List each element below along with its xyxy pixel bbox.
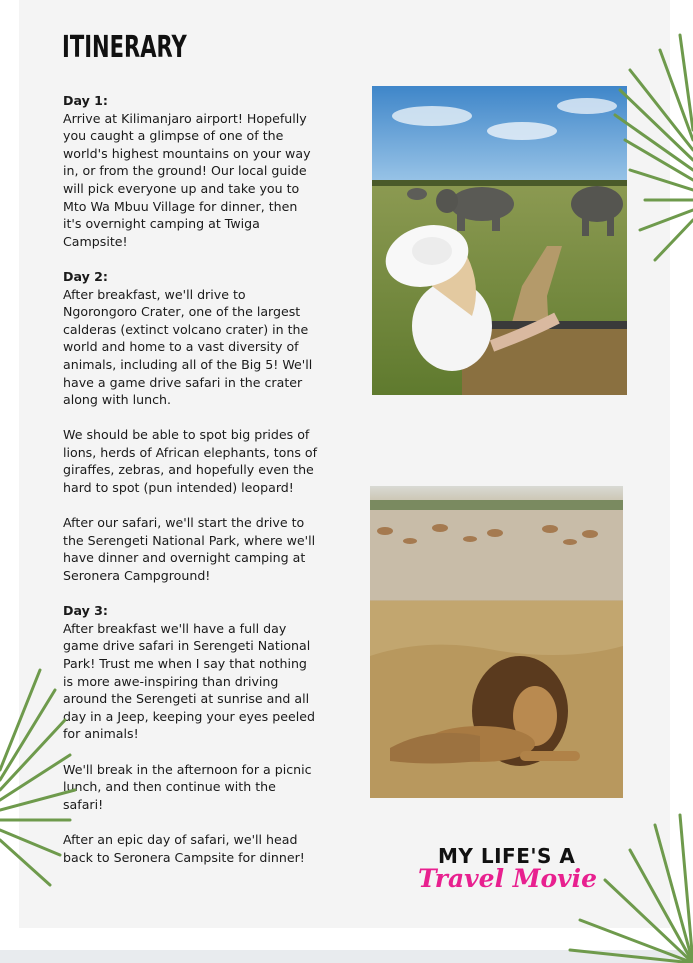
itinerary-text	[63, 92, 363, 884]
day-3-label: Day 3:	[63, 603, 108, 619]
day-3-paragraph-3: After an epic day of safari, we'll head back to Seronera Campsite for dinner!	[63, 831, 305, 865]
safari-elephants-photo	[372, 86, 627, 395]
lion-photo	[370, 486, 623, 798]
day-2-paragraph-1: After breakfast, we'll drive to Ngorongoro Crater, one of the largest calderas (extinct volcano crater) in the world and home to a vast diversity of animals, including all of the Big 5! We'll have a game drive safari in the crater along with lunch.	[63, 286, 313, 408]
day-3-paragraph-2: We'll break in the afternoon for a picnic lunch, and then continue with the safari!	[63, 761, 312, 812]
brand-logo	[418, 842, 598, 912]
day-1-block	[63, 92, 363, 250]
day-3-block	[63, 602, 363, 743]
day-2-block	[63, 268, 363, 409]
day-1-paragraph-1: Arrive at Kilimanjaro airport! Hopefully you caught a glimpse of one of the world's highest mountains on your way in, or from the ground! Our local guide will pick everyone up and take you to Mto Wa Mbuu Village for dinner, then it's overnight camping at Twiga Campsite!	[63, 110, 311, 249]
bottom-strip	[0, 950, 693, 963]
day-1-label: Day 1:	[63, 93, 108, 108]
day-2-label: Day 2:	[63, 268, 108, 284]
day-2-paragraph-3: After our safari, we'll start the drive to the Serengeti National Park, where we'll have dinner and overnight camping at Seronera Campground!	[63, 515, 316, 584]
logo-line-1: MY LIFE'S A	[438, 844, 576, 868]
day-2-paragraph-2: We should be able to spot big prides of lions, herds of African elephants, tons of giraffes, zebras, and hopefully even the hard to spot (pun intended) leopard!	[63, 427, 318, 496]
day-3-paragraph-1: After breakfast we'll have a full day game drive safari in Serengeti National Park! Trust me when I say that nothing is more awe-inspiring than driving around the Serengeti at sunrise and all day in a Jeep, keeping your eyes peeled for animals!	[63, 620, 315, 742]
page-title: ITINERARY	[62, 30, 187, 65]
logo-line-2: Travel Movie	[418, 864, 598, 893]
